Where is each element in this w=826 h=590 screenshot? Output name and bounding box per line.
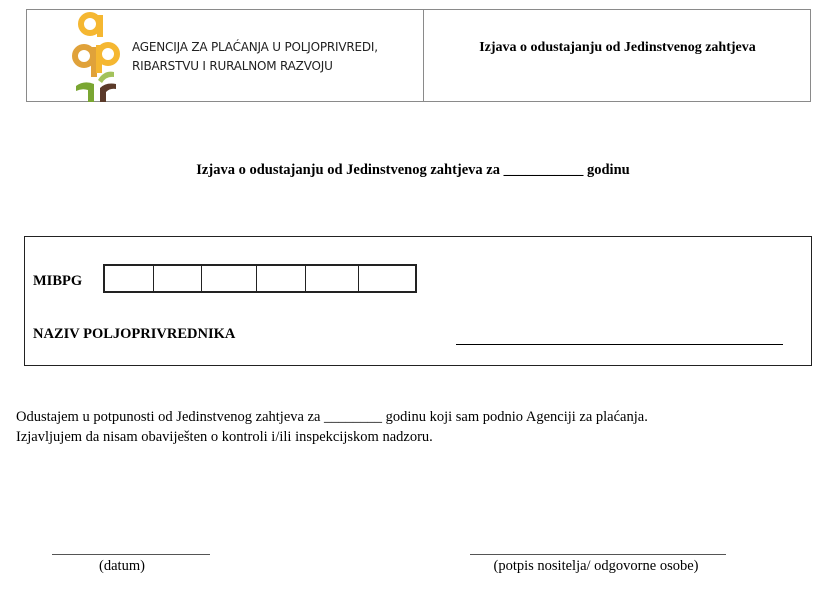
agency-name-line2: RIBARSTVU I RURALNOM RAZVOJU	[132, 59, 333, 73]
mibpg-cell[interactable]	[202, 266, 257, 291]
mibpg-cell[interactable]	[306, 266, 359, 291]
header-title: Izjava o odustajanju od Jedinstvenog zahtjeva	[479, 40, 756, 55]
document-title: Izjava o odustajanju od Jedinstvenog zahtjeva za ___________ godinu	[196, 162, 630, 178]
signature-label: (potpis nositelja/ odgovorne osobe)	[493, 558, 699, 574]
mibpg-label: MIBPG	[33, 273, 83, 289]
mibpg-cell[interactable]	[257, 266, 306, 291]
signature-line[interactable]	[470, 554, 726, 555]
statement-line2: Izjavljujem da nisam obaviješten o kontroli i/ili inspekcijskom nadzoru.	[16, 429, 433, 445]
date-label: (datum)	[99, 558, 145, 574]
naziv-field-line[interactable]	[456, 344, 783, 345]
agency-name-line1: AGENCIJA ZA PLAĆANJA U POLJOPRIVREDI,	[132, 40, 378, 54]
naziv-label: NAZIV POLJOPRIVREDNIKA	[33, 326, 236, 342]
mibpg-cell[interactable]	[105, 266, 154, 291]
statement-paragraph	[16, 407, 648, 447]
farmer-info-box	[24, 236, 812, 366]
mibpg-input[interactable]	[103, 264, 417, 293]
agency-logo	[68, 10, 130, 102]
agency-name	[132, 38, 378, 76]
statement-line1: Odustajem u potpunosti od Jedinstvenog zahtjeva za ________ godinu koji sam podnio Agenciji za plaćanja.	[16, 409, 648, 425]
mibpg-cell[interactable]	[359, 266, 415, 291]
date-line[interactable]	[52, 554, 210, 555]
mibpg-cell[interactable]	[154, 266, 202, 291]
